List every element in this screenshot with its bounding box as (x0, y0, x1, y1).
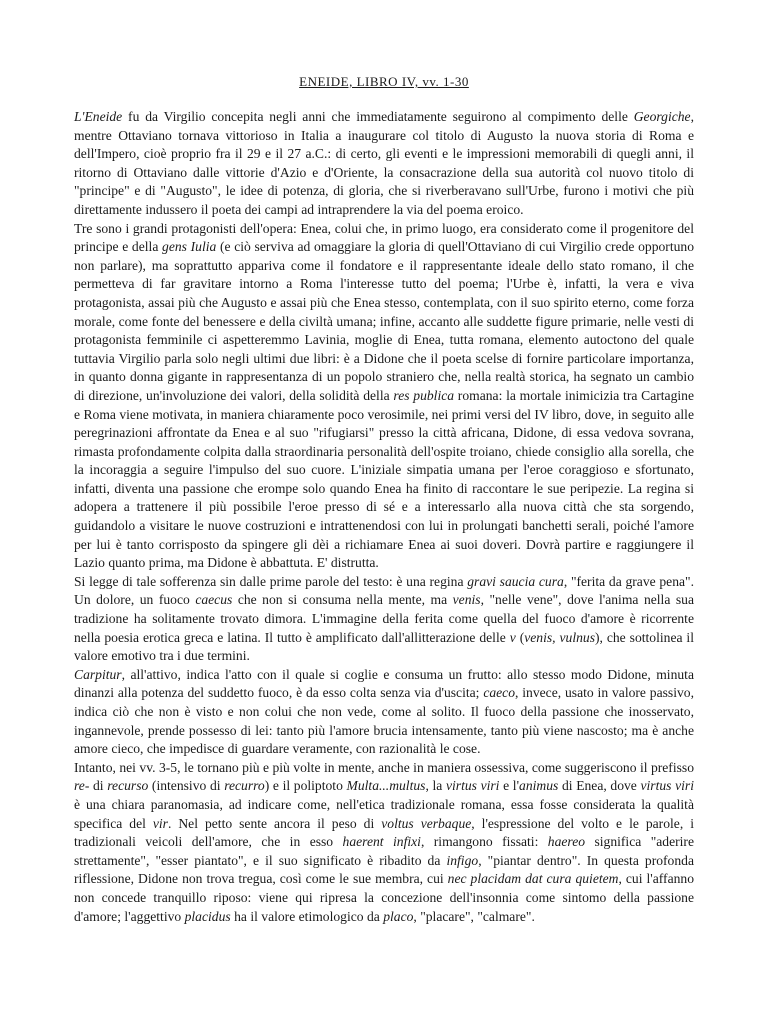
italic-run: infigo (446, 852, 479, 868)
text-run: Si legge di tale sofferenza sin dalle prime parole del testo: è una regina (74, 573, 468, 589)
text-run: (e ciò serviva ad omaggiare la gloria di quell'Ottaviano di cui Virgilio crede opportuno non parlare), ma soprattutto appariva come il fondatore e il rappresentante ideale dello stato romano, il che permetteva di far gravitare intorno a Roma l'interesse tutto del poema; l'Urbe è, infatti, la vera e viva protagonista, assai più che Augusto e assai più che Enea stesso, contemplata, con il suo spirito eterno, come forza morale, come fonte del benessere e della civiltà umana; infine, accanto alle suddette figure primarie, nelle vesti di protagonista femminile ci aspetteremmo Lavinia, moglie di Enea, tutta romana, elemento autoctono del quale tuttavia Virgilio parla solo negli ultimi due libri: è a Didone che il poeta scelse di fornire particolare importanza, in quanto donna gigante in rappresentanza di un popolo straniero che, nella realtà storica, ha segnato un cambio di direzione, un'involuzione dei valori, della solidità della (74, 239, 694, 403)
italic-run: animus (519, 778, 559, 794)
italic-run: virtus viri (445, 778, 500, 794)
paragraph (74, 573, 694, 666)
italic-run: re- (74, 778, 90, 794)
italic-run: placidus (184, 908, 231, 924)
text-run: , mentre Ottaviano tornava vittorioso in Italia a inaugurare col titolo di Augusto la nuova storia di Roma e dell'Impero, cioè proprio fra il 29 e il 27 a.C.: di certo, gli eventi e le impressioni memorabili di quegli anni, il ritorno di Ottaviano dalle vittorie d'Azio e d'Oriente, la consacrazione della sua autorità col nuovo titolo di "principe" e di "Augusto", le idee di potenza, di gloria, che si riverberavano sull'Urbe, furono i motivi che più direttamente indussero il poeta dei campi ad intraprendere la via del poema eroico. (74, 109, 694, 217)
text-run: , cui l'affanno non concede tranquillo riposo: viene qui ripresa la concezione dell'insonnia come sintomo della passione d'amore; l'aggettivo (74, 871, 695, 924)
italic-run: res publica (393, 387, 455, 403)
paragraph (74, 666, 694, 759)
text-run: è una chiara paranomasia, ad indicare come, nell'etica tradizionale romana, essa fosse considerata la qualità specifica del (74, 796, 694, 831)
italic-run: v (509, 629, 516, 645)
text-run: Intanto, nei vv. 3-5, le tornano più e più volte in mente, anche in maniera ossessiva, come suggeriscono il prefisso (74, 759, 694, 775)
italic-run: venis, vulnus (524, 629, 595, 645)
text-run: , l'espressione del volto e le parole, i tradizionali veicoli dell'amore, che in esso (74, 815, 694, 850)
document-body (74, 108, 694, 926)
text-run: (intensivo di (148, 778, 225, 794)
text-run: . Nel petto sente ancora il peso di (167, 815, 382, 831)
italic-run: haerent infixi (342, 834, 421, 850)
paragraph (74, 108, 694, 220)
text-run: , invece, usato in valore passivo, indica ciò che non è visto e non colui che non vede, come al solito. Il fuoco della passione che inosservato, ingannevole, prende possesso di lei: tanto più l'amore brucia intensamente, tanto più viene nascosto; ma è anche amore cieco, che impedisce di guardare veramente, con razionalità le cose. (74, 685, 694, 757)
italic-run: voltus verbaque (381, 815, 472, 831)
text-run: Tre sono i grandi protagonisti dell'opera: Enea, colui che, in primo luogo, era considerato come il progenitore del principe e della (74, 220, 694, 255)
text-run: , "placare", "calmare". (413, 908, 535, 924)
text-run: significa "aderire strettamente", "esser piantato", e il suo significato è ribadito da (74, 834, 694, 868)
text-run: , "nelle vene", dove l'anima nella sua tradizione ha solitamente trovato dimora. L'immagine della ferita come quella del fuoco d'amore è ricorrente nella poesia erotica greca e latina. Il tutto è amplificato dall'allitterazione delle (74, 592, 694, 645)
text-run: fu da Virgilio concepita negli anni che immediatamente seguirono al compimento delle (122, 109, 634, 124)
italic-run: caeco (483, 685, 516, 701)
italic-run: recurro (224, 778, 265, 794)
italic-run: nec placidam dat cura quietem (447, 871, 619, 887)
paragraph (74, 759, 694, 926)
italic-run: vir (152, 815, 168, 831)
italic-run: Georgiche (633, 109, 691, 124)
text-run: , rimangono fissati: (420, 834, 548, 850)
text-run: e l' (499, 778, 520, 794)
text-run: di Enea, dove (558, 778, 641, 794)
text-run: romana: la mortale inimicizia tra Cartagine e Roma viene motivata, in maniera chiaramente poco verosimile, nei primi versi del IV libro, dove, in seguito alle peregrinazioni affrontate da Enea e al suo "rifugiarsi" presso la città africana, Didone, di essa vedova sovrana, rimasta profondamente colpita dalla straordinaria personalità dell'ospite troiano, chiede consiglio alla sorella, che la incoraggia a seguire l'impulso del suo cuore. L'iniziale simpatia umana per l'eroe coraggioso e sfortunato, infatti, diventa una passione che erompe solo quando Enea ha finito di raccontare le sue peripezie. La regina si adopera a trattenere il più possibile l'eroe presso di sé e a interessarlo alla nuova città che sta sorgendo, guidandolo a visitare le nuove costruzioni e intrattenendosi con lui in prolungati banchetti serali, poiché l'amore per lui è tanto corrisposto da spingere gli dèi a richiamare Enea ai suoi doveri. Dovrà partire e raggiungere il Lazio quanto prima, ma Didone è abbattuta. E' distrutta. (74, 387, 694, 571)
italic-run: placo (383, 908, 414, 924)
text-run: , "ferita da grave pena". Un dolore, un fuoco (74, 573, 694, 608)
text-run: , la (425, 778, 446, 794)
paragraph (74, 220, 694, 573)
italic-run: gravi saucia cura (467, 573, 564, 589)
italic-run: haereo (547, 834, 586, 850)
document-title: ENEIDE, LIBRO IV, vv. 1-30 (299, 74, 469, 89)
text-run: ha il valore etimologico da (230, 908, 384, 924)
text-run: , "piantar dentro". In questa profonda riflessione, Didone non trova tregua, così come le sue membra, cui (74, 852, 694, 887)
italic-run: recurso (107, 778, 149, 794)
text-run: ( (515, 629, 525, 645)
italic-run: caecus (195, 592, 233, 608)
italic-run: Carpitur (74, 666, 122, 682)
text-run: , all'attivo, indica l'atto con il quale si coglie e consuma un frutto: allo stesso modo Didone, minuta dinanzi alla potenza del suddetto fuoco, è da esso colta senza via d'uscita; (74, 666, 694, 701)
text-run: che non si consuma nella mente, ma (232, 592, 453, 608)
italic-run: virtus viri (640, 778, 694, 794)
italic-run: gens Iulia (162, 239, 217, 255)
italic-run: L'Eneide (74, 109, 123, 124)
italic-run: Multa...multus (346, 778, 426, 794)
text-run: ) e il poliptoto (264, 778, 347, 794)
text-run: di (89, 778, 108, 794)
text-run: ), che sottolinea il valore emotivo tra i due termini. (74, 629, 694, 664)
italic-run: venis (452, 592, 481, 608)
